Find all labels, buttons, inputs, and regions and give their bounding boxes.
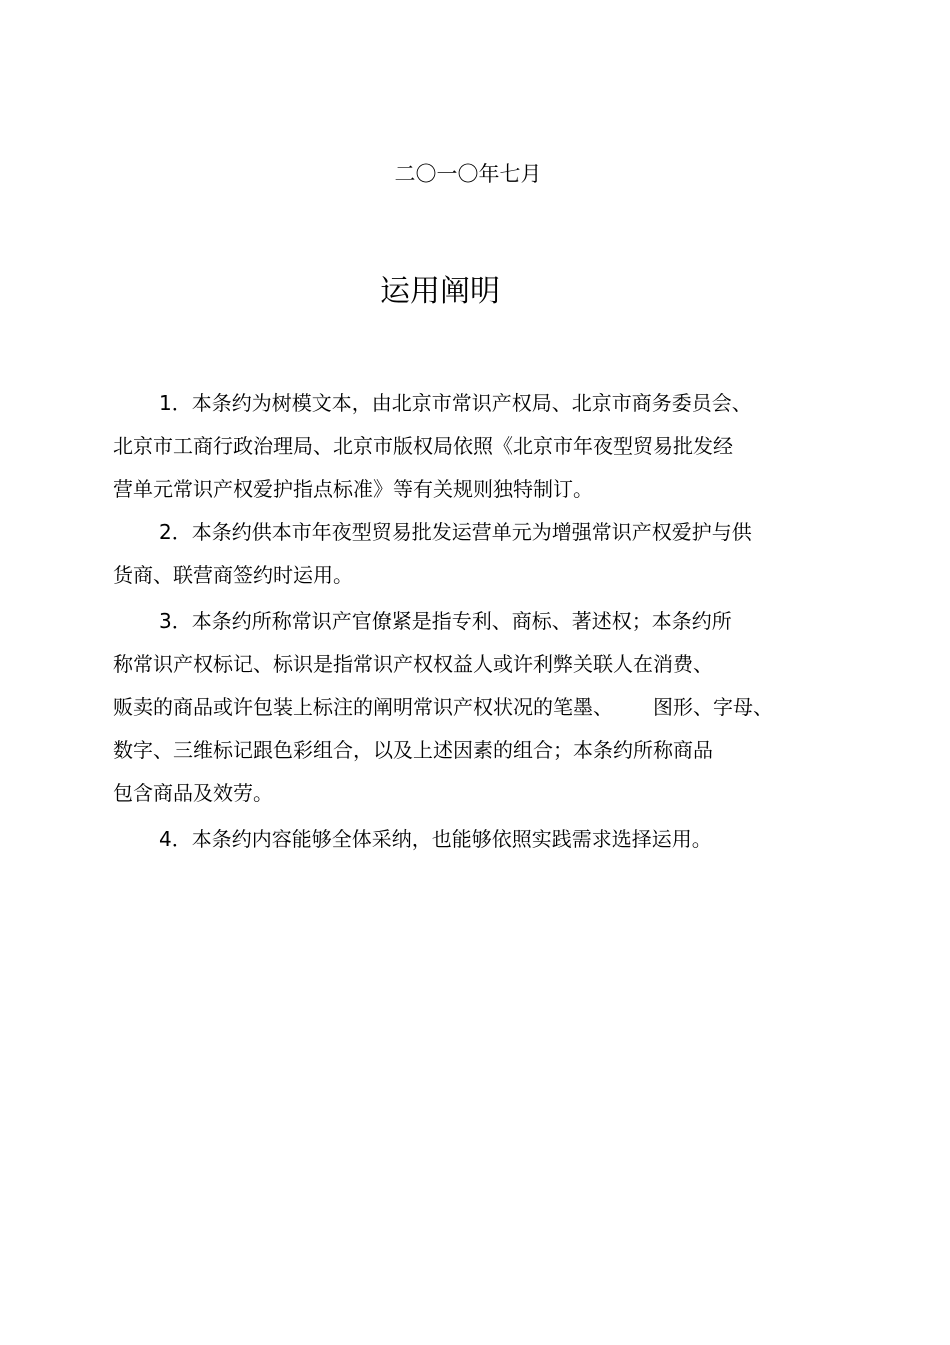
paragraph-3 <box>113 606 853 808</box>
paragraph-2 <box>113 517 853 590</box>
paragraph-line: 4．本条约内容能够全体采纳，也能够依照实践需求选择运用。 <box>159 827 712 851</box>
paragraph-line: 包含商品及效劳。 <box>113 781 273 805</box>
paragraph-line: 2．本条约供本市年夜型贸易批发运营单元为增强常识产权爱护与供 <box>159 520 752 544</box>
paragraph-1 <box>113 388 853 504</box>
paragraph-line: 称常识产权标记、标识是指常识产权权益人或许利弊关联人在消费、 <box>113 652 713 676</box>
paragraph-line: 数字、三维标记跟色彩组合，以及上述因素的组合；本条约所称商品 <box>113 738 713 762</box>
paragraph-line: 营单元常识产权爱护指点标准》等有关规则独特制订。 <box>113 477 593 501</box>
paragraph-4 <box>113 824 853 854</box>
paragraph-line: 货商、联营商签约时运用。 <box>113 563 353 587</box>
line-segment: 图形、字母、 <box>653 695 773 719</box>
paragraph-line <box>113 692 853 722</box>
document-date: 二〇一〇年七月 <box>394 162 542 186</box>
paragraph-line: 北京市工商行政治理局、北京市版权局依照《北京市年夜型贸易批发经 <box>113 434 733 458</box>
document-title: 运用阐明 <box>380 274 500 309</box>
paragraph-line: 3．本条约所称常识产官僚紧是指专利、商标、著述权；本条约所 <box>159 609 732 633</box>
paragraph-line: 1．本条约为树模文本，由北京市常识产权局、北京市商务委员会、 <box>159 391 752 415</box>
document-body <box>113 388 853 854</box>
line-segment: 贩卖的商品或许包装上标注的阐明常识产权状况的笔墨、 <box>113 695 613 719</box>
